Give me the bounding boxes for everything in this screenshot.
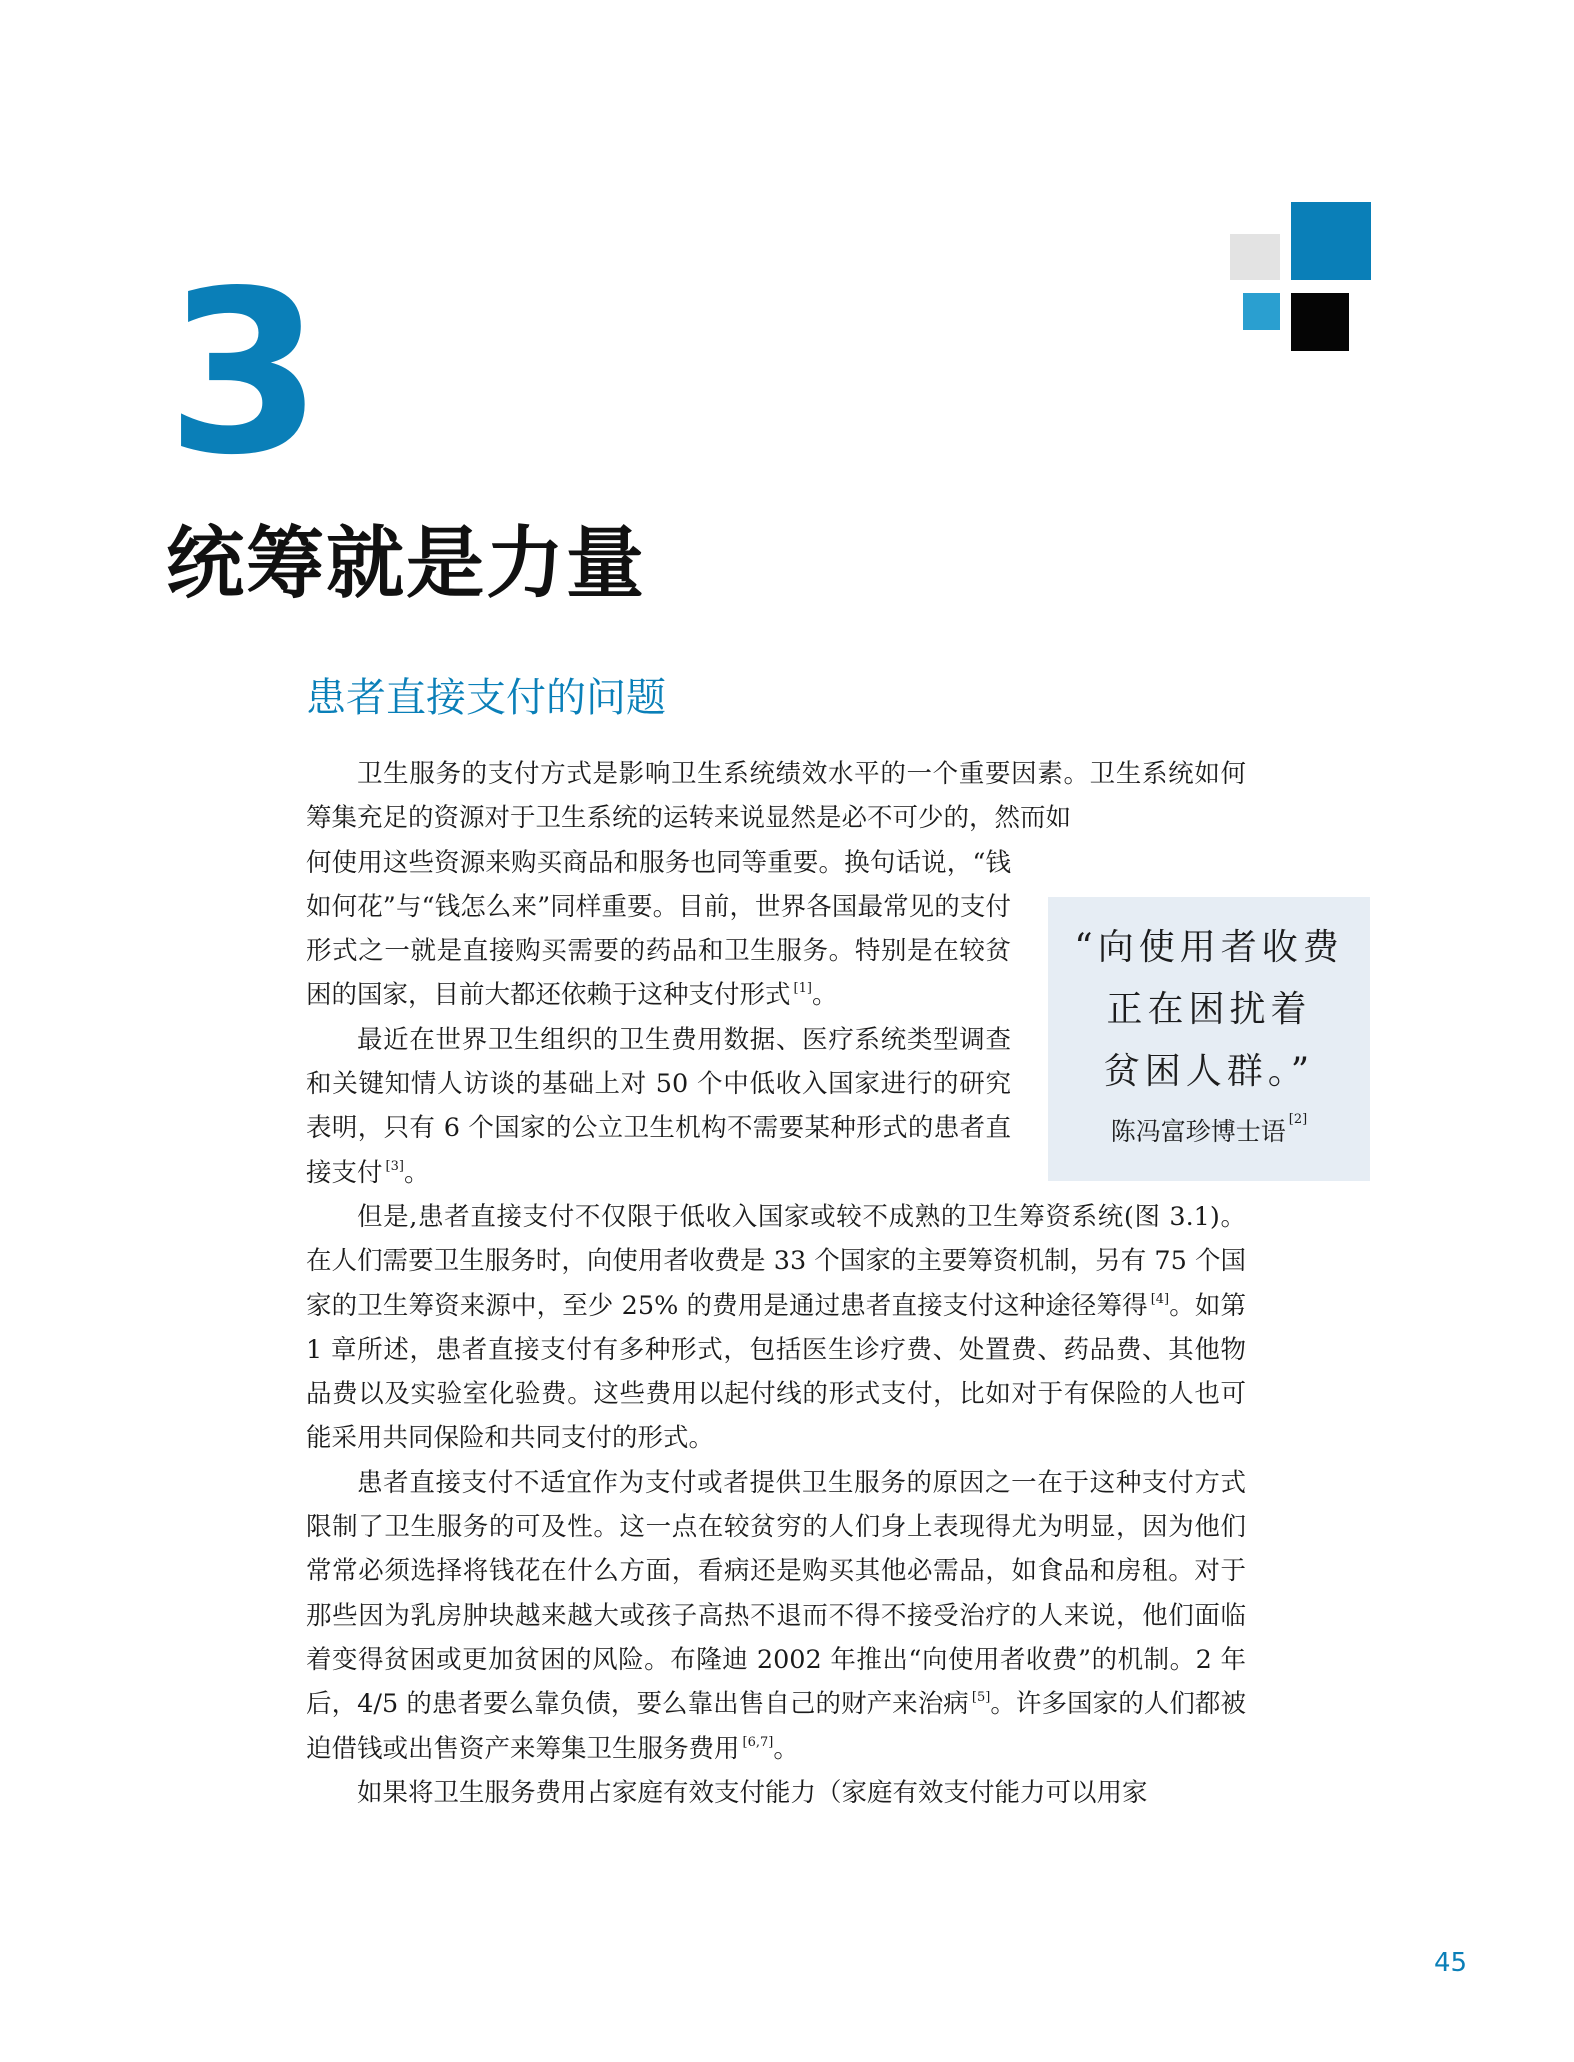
paragraph-5: 如果将卫生服务费用占家庭有效支付能力（家庭有效支付能力可以用家	[357, 1777, 1148, 1808]
paragraph-2-text: 最近在世界卫生组织的卫生费用数据、医疗系统类型调查和关键知情人访谈的基础上对 50 个中低收入国家进行的研究表明，只有 6 个国家的公立卫生机构不需要某种形式的患者直接支付	[306, 1024, 1011, 1188]
paragraph-4-tail: 。	[773, 1733, 799, 1764]
paragraph-3-text: 但是,患者直接支付不仅限于低收入国家或较不成熟的卫生筹资系统(图 3.1)。在人们需要卫生服务时，向使用者收费是 33 个国家的主要筹资机制，另有 75 个国家的卫生筹资来源中，至少 25% 的费用是通过患者直接支付这种途径筹得	[306, 1201, 1246, 1321]
pull-quote-line-1: “向使用者收费	[1074, 927, 1344, 968]
citation-ref: [5]	[971, 1690, 991, 1706]
chapter-title: 统筹就是力量	[166, 518, 647, 609]
paragraph-4-text: 患者直接支付不适宜作为支付或者提供卫生服务的原因之一在于这种支付方式限制了卫生服务的可及性。这一点在较贫穷的人们身上表现得尤为明显，因为他们常常必须选择将钱花在什么方面，看病还是购买其他必需品，如食品和房租。对于那些因为乳房肿块越来越大或孩子高热不退而不得不接受治疗的人来说，他们面临着变得贫困或更加贫困的风险。布隆迪 2002 年推出“向使用者收费”的机制。2 年后，4/5 的患者要么靠负债，要么靠出售自己的财产来治病	[306, 1467, 1246, 1720]
citation-ref: [3]	[385, 1158, 404, 1174]
paragraph-4-mid: 。许多国家的人们都被迫借钱或出售资产来筹集卫生服务费用	[306, 1689, 1246, 1764]
paragraph-2-tail: 。	[403, 1157, 430, 1188]
paragraph-3	[306, 1195, 1246, 1461]
pull-quote-line-3: 贫困人群。”	[1103, 1051, 1315, 1092]
citation-ref: [1]	[793, 981, 812, 997]
decorative-square-light-blue	[1243, 293, 1280, 330]
citation-ref: [4]	[1150, 1291, 1170, 1307]
pull-quote-line-2: 正在困扰着	[1106, 989, 1312, 1030]
body-text	[306, 752, 1246, 1815]
paragraph-4	[306, 1461, 1246, 1771]
paragraph-1b	[306, 841, 1011, 1018]
decorative-square-blue	[1291, 202, 1371, 280]
paragraph-1b-text: 何使用这些资源来购买商品和服务也同等重要。换句话说，“钱如何花”与“钱怎么来”同样重要。目前，世界各国最常见的支付形式之一就是直接购买需要的药品和卫生服务。特别是在较贫困的国家，目前大都还依赖于这种支付形式	[306, 847, 1011, 1011]
citation-ref: [2]	[1288, 1112, 1308, 1127]
pull-quote-attribution-text: 陈冯富珍博士语	[1110, 1117, 1286, 1146]
paragraph-1b-tail: 。	[811, 980, 838, 1011]
decorative-square-gray	[1230, 234, 1280, 280]
section-heading: 患者直接支付的问题	[306, 675, 666, 721]
decorative-square-black	[1291, 293, 1349, 351]
paragraph-3-tail: 。如第 1 章所述，患者直接支付有多种形式，包括医生诊疗费、处置费、药品费、其他物品费以及实验室化验费。这些费用以起付线的形式支付，比如对于有保险的人也可能采用共同保险和共同支付的形式。	[306, 1290, 1246, 1454]
paragraph-1a: 卫生服务的支付方式是影响卫生系统绩效水平的一个重要因素。卫生系统如何筹集充足的资源对于卫生系统的运转来说显然是必不可少的，然而如	[306, 759, 1246, 834]
paragraph-2	[306, 1018, 1011, 1195]
citation-ref: [6,7]	[742, 1734, 774, 1750]
page-number: 45	[1434, 1948, 1468, 1978]
chapter-number: 3	[166, 243, 319, 505]
